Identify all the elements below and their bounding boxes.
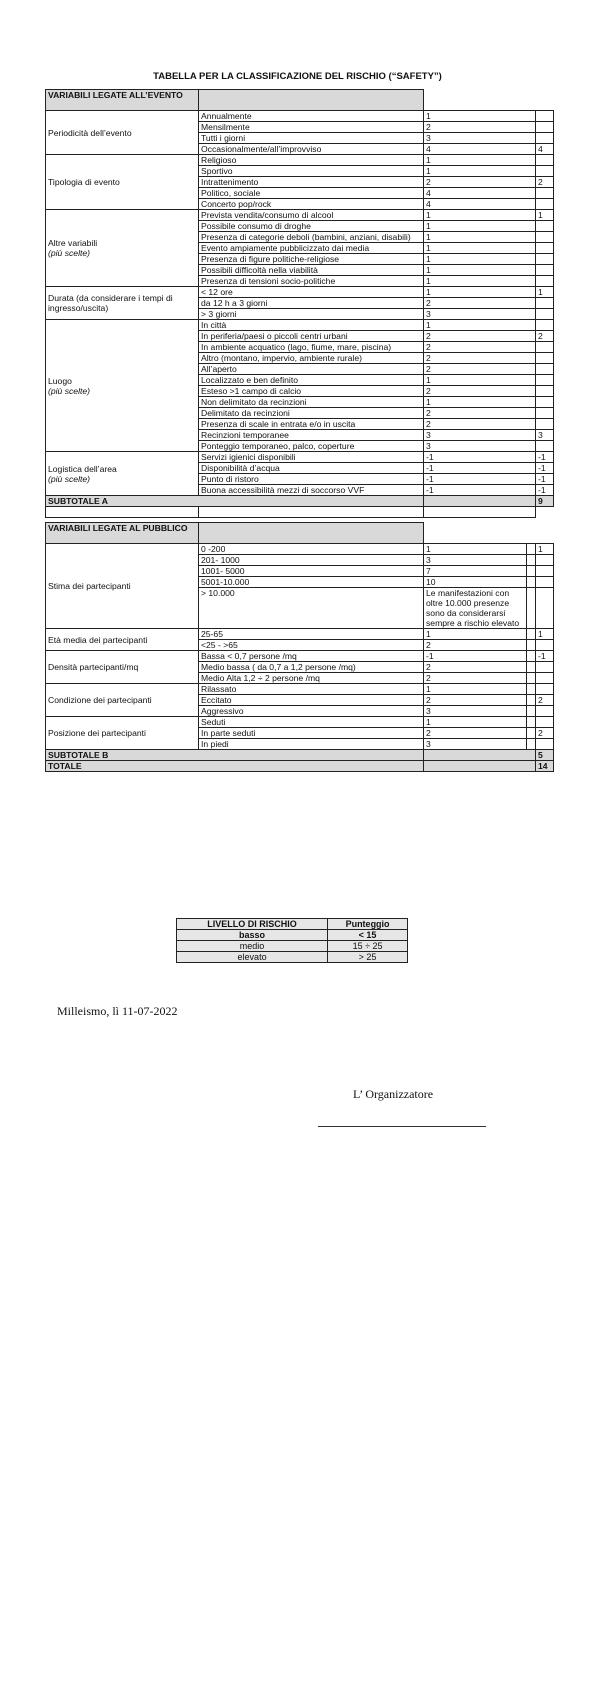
row-item: Delimitato da recinzioni bbox=[199, 408, 424, 419]
risk-level-label: elevato bbox=[177, 952, 328, 963]
row-item: Politico, sociale bbox=[199, 188, 424, 199]
row-item: Eccitato bbox=[199, 695, 424, 706]
row-value: 2 bbox=[424, 419, 536, 430]
row-value: 3 bbox=[424, 430, 536, 441]
row-score bbox=[536, 254, 554, 265]
row-item: Aggressivo bbox=[199, 706, 424, 717]
row-spacer bbox=[527, 673, 536, 684]
group-label bbox=[46, 629, 199, 651]
row-value: 1 bbox=[424, 717, 527, 728]
row-item: Ponteggio temporaneo, palco, coperture bbox=[199, 441, 424, 452]
risk-level-header bbox=[177, 919, 408, 930]
row-score bbox=[536, 717, 554, 728]
row-spacer bbox=[527, 544, 536, 555]
risk-level-range: 15 ÷ 25 bbox=[328, 941, 408, 952]
row-score bbox=[536, 588, 554, 629]
row-item: In parte seduti bbox=[199, 728, 424, 739]
row-score: 2 bbox=[536, 695, 554, 706]
row-item: Non delimitato da recinzioni bbox=[199, 397, 424, 408]
document-title: TABELLA PER LA CLASSIFICAZIONE DEL RISCHIO (“SAFETY”) bbox=[153, 71, 442, 82]
row-item: Esteso >1 campo di calcio bbox=[199, 386, 424, 397]
row-score bbox=[536, 188, 554, 199]
empty-cell bbox=[424, 507, 536, 518]
group-label-note: (più scelte) bbox=[48, 473, 91, 484]
row-item: Concerto pop/rock bbox=[199, 199, 424, 210]
row-score: -1 bbox=[536, 485, 554, 496]
row-value: Le manifestazioni con oltre 10.000 presenze sono da considerarsi sempre a rischio elevato bbox=[424, 588, 527, 629]
section-header-blank bbox=[199, 90, 424, 111]
row-score: 1 bbox=[536, 210, 554, 221]
row-value: 1 bbox=[424, 111, 536, 122]
row-item: > 3 giorni bbox=[199, 309, 424, 320]
section-header: VARIABILI LEGATE AL PUBBLICO bbox=[46, 523, 199, 544]
row-score bbox=[536, 397, 554, 408]
table-row bbox=[46, 452, 554, 463]
row-item: da 12 h a 3 giorni bbox=[199, 298, 424, 309]
row-value: -1 bbox=[424, 452, 536, 463]
row-item: Seduti bbox=[199, 717, 424, 728]
row-spacer bbox=[527, 717, 536, 728]
row-spacer bbox=[527, 662, 536, 673]
row-item: Presenza di tensioni socio-politiche bbox=[199, 276, 424, 287]
row-value: 1 bbox=[424, 276, 536, 287]
row-item: 25-65 bbox=[199, 629, 424, 640]
row-item: Occasionalmente/all’improvviso bbox=[199, 144, 424, 155]
table-row bbox=[46, 111, 554, 122]
subtotal-label: SUBTOTALE A bbox=[46, 496, 424, 507]
row-score: 4 bbox=[536, 144, 554, 155]
row-score bbox=[536, 640, 554, 651]
row-score: -1 bbox=[536, 474, 554, 485]
row-item: Possibili difficoltà nella viabilità bbox=[199, 265, 424, 276]
row-item: Annualmente bbox=[199, 111, 424, 122]
risk-level-row bbox=[177, 941, 408, 952]
group-label bbox=[46, 111, 199, 155]
row-spacer bbox=[527, 728, 536, 739]
row-value: 2 bbox=[424, 177, 536, 188]
group-label bbox=[46, 452, 199, 496]
row-value: 3 bbox=[424, 555, 527, 566]
row-score: 2 bbox=[536, 177, 554, 188]
risk-level-header-label: LIVELLO DI RISCHIO bbox=[177, 919, 328, 930]
row-spacer bbox=[527, 739, 536, 750]
table-row bbox=[46, 629, 554, 640]
row-spacer bbox=[527, 629, 536, 640]
row-item: > 10.000 bbox=[199, 588, 424, 629]
group-label-text: Luogo bbox=[48, 375, 72, 386]
risk-level-label: basso bbox=[177, 930, 328, 941]
row-value: 3 bbox=[424, 309, 536, 320]
row-value: 3 bbox=[424, 133, 536, 144]
row-item: In città bbox=[199, 320, 424, 331]
subtotal-mid bbox=[424, 496, 536, 507]
row-score bbox=[536, 577, 554, 588]
row-value: 1 bbox=[424, 287, 536, 298]
row-value: 1 bbox=[424, 629, 527, 640]
row-score: 3 bbox=[536, 430, 554, 441]
row-item: Punto di ristoro bbox=[199, 474, 424, 485]
row-value: 1 bbox=[424, 166, 536, 177]
row-item: Disponibilità d’acqua bbox=[199, 463, 424, 474]
row-score: 2 bbox=[536, 331, 554, 342]
row-score bbox=[536, 166, 554, 177]
section-header-empty bbox=[424, 523, 554, 544]
row-spacer bbox=[527, 640, 536, 651]
empty-cell bbox=[199, 507, 424, 518]
row-value: 1 bbox=[424, 544, 527, 555]
row-spacer bbox=[527, 684, 536, 695]
row-item: Medio Alta 1,2 ÷ 2 persone /mq bbox=[199, 673, 424, 684]
row-item: In piedi bbox=[199, 739, 424, 750]
row-score: 1 bbox=[536, 287, 554, 298]
row-score bbox=[536, 375, 554, 386]
subtotal-row bbox=[46, 496, 554, 507]
row-value: 1 bbox=[424, 375, 536, 386]
row-item: 0 -200 bbox=[199, 544, 424, 555]
row-score: 1 bbox=[536, 544, 554, 555]
row-score bbox=[536, 364, 554, 375]
row-spacer bbox=[527, 566, 536, 577]
group-label bbox=[46, 651, 199, 684]
table-row bbox=[46, 320, 554, 331]
row-item: Sportivo bbox=[199, 166, 424, 177]
row-spacer bbox=[527, 695, 536, 706]
table-row bbox=[46, 155, 554, 166]
row-value: 2 bbox=[424, 695, 527, 706]
row-score bbox=[536, 320, 554, 331]
row-value: 3 bbox=[424, 706, 527, 717]
group-label bbox=[46, 320, 199, 452]
row-value: 3 bbox=[424, 441, 536, 452]
signature-line bbox=[318, 1126, 486, 1127]
table-row bbox=[46, 544, 554, 555]
group-label-text: Periodicità dell’evento bbox=[48, 127, 132, 138]
row-value: 1 bbox=[424, 210, 536, 221]
row-item: Localizzato e ben definito bbox=[199, 375, 424, 386]
group-label-text: Condizione dei partecipanti bbox=[48, 695, 152, 705]
row-item: Altro (montano, impervio, ambiente rurale) bbox=[199, 353, 424, 364]
table-row bbox=[46, 717, 554, 728]
row-item: Presenza di categorie deboli (bambini, anziani, disabili) bbox=[199, 232, 424, 243]
row-value: 2 bbox=[424, 673, 527, 684]
group-label bbox=[46, 287, 199, 320]
row-item: Evento ampiamente pubblicizzato dai media bbox=[199, 243, 424, 254]
row-spacer bbox=[527, 555, 536, 566]
row-item: In ambiente acquatico (lago, fiume, mare, piscina) bbox=[199, 342, 424, 353]
row-item: Servizi igienici disponibili bbox=[199, 452, 424, 463]
row-item: Mensilmente bbox=[199, 122, 424, 133]
row-value: 2 bbox=[424, 298, 536, 309]
row-value: 2 bbox=[424, 331, 536, 342]
group-label bbox=[46, 155, 199, 210]
group-label-text: Tipologia di evento bbox=[48, 177, 120, 187]
row-value: -1 bbox=[424, 474, 536, 485]
row-score bbox=[536, 566, 554, 577]
risk-level-range: > 25 bbox=[328, 952, 408, 963]
row-item: Buona accessibilità mezzi di soccorso VVF bbox=[199, 485, 424, 496]
row-item: In periferia/paesi o piccoli centri urbani bbox=[199, 331, 424, 342]
table-row bbox=[46, 651, 554, 662]
row-score bbox=[536, 243, 554, 254]
row-score: 1 bbox=[536, 629, 554, 640]
row-score: -1 bbox=[536, 463, 554, 474]
row-item: Recinzioni temporanee bbox=[199, 430, 424, 441]
row-value: 4 bbox=[424, 188, 536, 199]
row-score bbox=[536, 408, 554, 419]
group-label-text: Durata (da considerare i tempi di ingresso/uscita) bbox=[48, 293, 173, 313]
row-item: Religioso bbox=[199, 155, 424, 166]
row-score bbox=[536, 441, 554, 452]
group-label-text: Logistica dell’area bbox=[48, 463, 117, 474]
group-label-note: (più scelte) bbox=[48, 385, 91, 396]
row-score bbox=[536, 739, 554, 750]
row-spacer bbox=[527, 706, 536, 717]
row-value: 4 bbox=[424, 199, 536, 210]
row-score bbox=[536, 342, 554, 353]
row-value: -1 bbox=[424, 651, 527, 662]
row-score bbox=[536, 662, 554, 673]
empty-cell bbox=[46, 507, 199, 518]
row-score bbox=[536, 684, 554, 695]
row-item: All’aperto bbox=[199, 364, 424, 375]
row-value: 2 bbox=[424, 662, 527, 673]
row-value: 2 bbox=[424, 408, 536, 419]
risk-table-event bbox=[45, 89, 554, 518]
table-row bbox=[46, 684, 554, 695]
row-value: 1 bbox=[424, 265, 536, 276]
section-header-row bbox=[46, 90, 554, 111]
row-item: 201- 1000 bbox=[199, 555, 424, 566]
row-value: 2 bbox=[424, 386, 536, 397]
risk-level-range: < 15 bbox=[328, 930, 408, 941]
group-label bbox=[46, 210, 199, 287]
row-value: 7 bbox=[424, 566, 527, 577]
row-score bbox=[536, 419, 554, 430]
row-score: 2 bbox=[536, 728, 554, 739]
row-score bbox=[536, 122, 554, 133]
row-value: 3 bbox=[424, 739, 527, 750]
empty-row bbox=[46, 507, 554, 518]
row-item: <25 - >65 bbox=[199, 640, 424, 651]
row-score bbox=[536, 199, 554, 210]
risk-level-table bbox=[176, 918, 408, 963]
row-score bbox=[536, 353, 554, 364]
row-item: 1001- 5000 bbox=[199, 566, 424, 577]
row-score bbox=[536, 673, 554, 684]
group-label bbox=[46, 717, 199, 750]
row-score bbox=[536, 706, 554, 717]
row-score: -1 bbox=[536, 452, 554, 463]
section-header-blank bbox=[199, 523, 424, 544]
table-row bbox=[46, 287, 554, 298]
row-score bbox=[536, 111, 554, 122]
row-value: 2 bbox=[424, 640, 527, 651]
row-value: 1 bbox=[424, 320, 536, 331]
row-value: 2 bbox=[424, 364, 536, 375]
row-score bbox=[536, 232, 554, 243]
risk-level-header-score: Punteggio bbox=[328, 919, 408, 930]
row-value: 1 bbox=[424, 243, 536, 254]
row-item: Possibile consumo di droghe bbox=[199, 221, 424, 232]
row-value: 2 bbox=[424, 342, 536, 353]
row-item: Presenza di figure politiche-religiose bbox=[199, 254, 424, 265]
row-value: 1 bbox=[424, 684, 527, 695]
section-header-row bbox=[46, 523, 554, 544]
row-item: < 12 ore bbox=[199, 287, 424, 298]
row-item: Bassa < 0,7 persone /mq bbox=[199, 651, 424, 662]
risk-level-label: medio bbox=[177, 941, 328, 952]
total-row bbox=[46, 761, 554, 772]
row-spacer bbox=[527, 577, 536, 588]
total-label: TOTALE bbox=[46, 761, 424, 772]
group-label bbox=[46, 684, 199, 717]
group-label-text: Posizione dei partecipanti bbox=[48, 728, 146, 738]
group-label-note: (più scelte) bbox=[48, 248, 91, 258]
subtotal-row bbox=[46, 750, 554, 761]
row-item: 5001-10.000 bbox=[199, 577, 424, 588]
row-value: 10 bbox=[424, 577, 527, 588]
row-value: -1 bbox=[424, 485, 536, 496]
total-value: 14 bbox=[536, 761, 554, 772]
signer-label: L’ Organizzatore bbox=[353, 1087, 434, 1101]
row-value: -1 bbox=[424, 463, 536, 474]
row-value: 2 bbox=[424, 353, 536, 364]
row-spacer bbox=[527, 588, 536, 629]
group-label-text: Stima dei partecipanti bbox=[48, 581, 131, 591]
row-score bbox=[536, 298, 554, 309]
row-item: Medio bassa ( da 0,7 a 1,2 persone /mq) bbox=[199, 662, 424, 673]
row-value: 1 bbox=[424, 221, 536, 232]
row-value: 1 bbox=[424, 397, 536, 408]
row-score: -1 bbox=[536, 651, 554, 662]
row-score bbox=[536, 276, 554, 287]
risk-level-row bbox=[177, 952, 408, 963]
section-header: VARIABILI LEGATE ALL’EVENTO bbox=[46, 90, 199, 111]
row-spacer bbox=[527, 651, 536, 662]
row-score bbox=[536, 309, 554, 320]
row-score bbox=[536, 133, 554, 144]
row-score bbox=[536, 555, 554, 566]
row-score bbox=[536, 155, 554, 166]
table-row bbox=[46, 210, 554, 221]
group-label-text: Densità partecipanti/mq bbox=[48, 662, 139, 672]
subtotal-value: 9 bbox=[536, 496, 554, 507]
row-item: Intrattenimento bbox=[199, 177, 424, 188]
section-header-empty bbox=[424, 90, 554, 111]
risk-level-row bbox=[177, 930, 408, 941]
place-date: Milleismo, lì 11-07-2022 bbox=[57, 1004, 178, 1018]
group-label-text: Età media dei partecipanti bbox=[48, 634, 148, 645]
row-value: 4 bbox=[424, 144, 536, 155]
row-value: 2 bbox=[424, 122, 536, 133]
risk-table-public bbox=[45, 522, 554, 772]
row-item: Presenza di scale in entrata e/o in uscita bbox=[199, 419, 424, 430]
row-item: Tutti i giorni bbox=[199, 133, 424, 144]
row-score bbox=[536, 265, 554, 276]
row-score bbox=[536, 221, 554, 232]
row-item: Prevista vendita/consumo di alcool bbox=[199, 210, 424, 221]
group-label-text: Altre variabili bbox=[48, 238, 98, 248]
subtotal-value: 5 bbox=[536, 750, 554, 761]
group-label bbox=[46, 544, 199, 629]
row-score bbox=[536, 386, 554, 397]
subtotal-label: SUBTOTALE B bbox=[46, 750, 424, 761]
row-value: 2 bbox=[424, 728, 527, 739]
row-value: 1 bbox=[424, 155, 536, 166]
row-value: 1 bbox=[424, 232, 536, 243]
total-mid bbox=[424, 761, 536, 772]
row-item: Rilassato bbox=[199, 684, 424, 695]
subtotal-mid bbox=[424, 750, 536, 761]
row-value: 1 bbox=[424, 254, 536, 265]
